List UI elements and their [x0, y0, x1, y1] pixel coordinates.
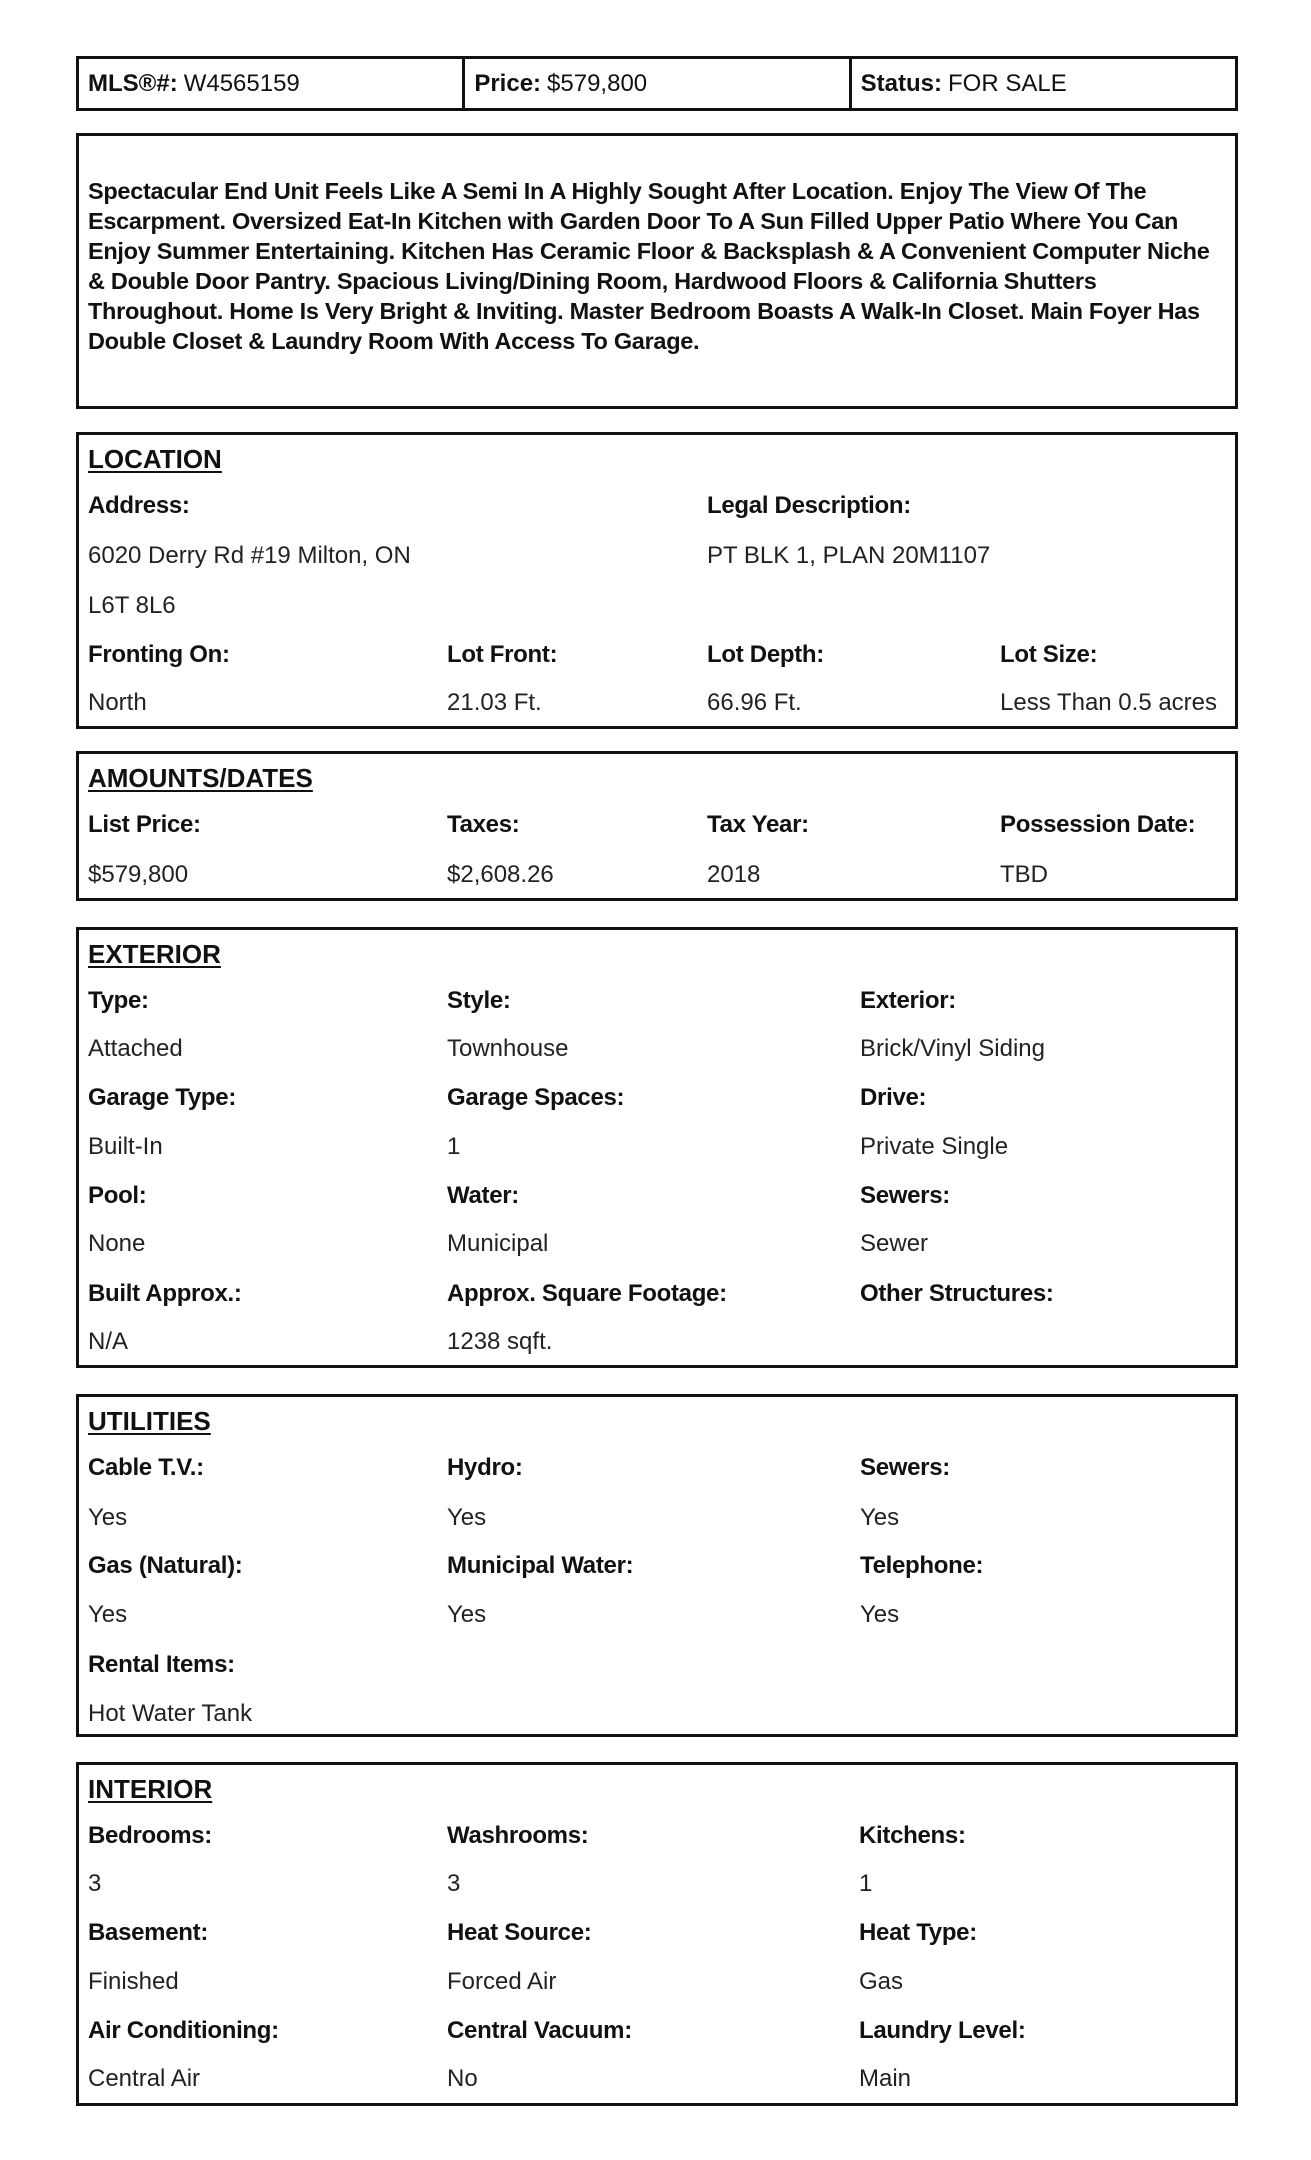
mls-cell: [79, 59, 465, 108]
exterior-title: EXTERIOR: [88, 939, 221, 969]
telephone-label: Telephone:: [860, 1552, 984, 1579]
status-cell: [852, 59, 1235, 108]
kitchens-value: 1: [859, 1870, 873, 1897]
tax-year-value: 2018: [707, 861, 761, 888]
pool-label: Pool:: [88, 1182, 147, 1209]
util-sewers-value: Yes: [860, 1504, 900, 1531]
drive-value: Private Single: [860, 1133, 1009, 1160]
washrooms-label: Washrooms:: [447, 1822, 589, 1849]
type-label: Type:: [88, 987, 149, 1014]
lotdepth-label: Lot Depth:: [707, 641, 824, 668]
ac-label: Air Conditioning:: [88, 2017, 279, 2044]
basement-label: Basement:: [88, 1919, 209, 1946]
cable-value: Yes: [88, 1504, 128, 1531]
interior-section: [76, 1762, 1238, 2106]
address-line2: L6T 8L6: [88, 592, 176, 619]
built-value: N/A: [88, 1328, 129, 1355]
price-label: Price:: [474, 69, 542, 97]
sqft-value: 1238 sqft.: [447, 1328, 553, 1355]
heat-type-label: Heat Type:: [859, 1919, 977, 1946]
legal-value: PT BLK 1, PLAN 20M1107: [707, 542, 991, 569]
location-section: [76, 432, 1238, 729]
exterior-value: Brick/Vinyl Siding: [860, 1035, 1045, 1062]
central-vacuum-value: No: [447, 2065, 478, 2092]
ac-value: Central Air: [88, 2065, 201, 2092]
water-label: Water:: [447, 1182, 519, 1209]
rental-items-label: Rental Items:: [88, 1651, 235, 1678]
interior-title: INTERIOR: [88, 1774, 213, 1804]
central-vacuum-label: Central Vacuum:: [447, 2017, 632, 2044]
utilities-title: UTILITIES: [88, 1406, 211, 1436]
garage-spaces-value: 1: [447, 1133, 461, 1160]
telephone-value: Yes: [860, 1601, 900, 1628]
garage-type-value: Built-In: [88, 1133, 163, 1160]
laundry-level-label: Laundry Level:: [859, 2017, 1026, 2044]
heat-source-value: Forced Air: [447, 1968, 557, 1995]
address-line1: 6020 Derry Rd #19 Milton, ON: [88, 542, 411, 569]
sewers-label: Sewers:: [860, 1182, 950, 1209]
remarks-box: [76, 133, 1238, 409]
garage-spaces-label: Garage Spaces:: [447, 1084, 625, 1111]
util-sewers-label: Sewers:: [860, 1454, 950, 1481]
price-value: $579,800: [547, 69, 648, 97]
municipal-water-value: Yes: [447, 1601, 487, 1628]
possession-label: Possession Date:: [1000, 811, 1196, 838]
utilities-section: [76, 1394, 1238, 1737]
hydro-value: Yes: [447, 1504, 487, 1531]
legal-label: Legal Description:: [707, 492, 911, 519]
rental-items-value: Hot Water Tank: [88, 1700, 253, 1727]
sewers-value: Sewer: [860, 1230, 929, 1257]
cable-label: Cable T.V.:: [88, 1454, 204, 1481]
exterior-label: Exterior:: [860, 987, 956, 1014]
bedrooms-label: Bedrooms:: [88, 1822, 212, 1849]
heat-type-value: Gas: [859, 1968, 904, 1995]
listing-header: [76, 56, 1238, 111]
exterior-section: [76, 927, 1238, 1368]
lotsize-value: Less Than 0.5 acres: [1000, 689, 1218, 716]
style-label: Style:: [447, 987, 511, 1014]
garage-type-label: Garage Type:: [88, 1084, 237, 1111]
gas-value: Yes: [88, 1601, 128, 1628]
list-price-label: List Price:: [88, 811, 201, 838]
type-value: Attached: [88, 1035, 183, 1062]
sqft-label: Approx. Square Footage:: [447, 1280, 727, 1307]
built-label: Built Approx.:: [88, 1280, 242, 1307]
remarks-text: Spectacular End Unit Feels Like A Semi In A Highly Sought After Location. Enjoy The View Of The Escarpment. Oversized Eat-In Kitchen with Garden Door To A Sun Filled Upper Patio Where You Can Enjoy Summer Entertaining. Kitchen Has Ceramic Floor & Backsplash & A Convenient Computer Niche & Double Door Pantry. Spacious Living/Dining Room, Hardwood Floors & California Shutters Throughout. Home Is Very Bright & Inviting. Master Bedroom Boasts A Walk-In Closet. Main Foyer Has Double Closet & Laundry Room With Access To Garage.: [88, 178, 1210, 354]
water-value: Municipal: [447, 1230, 549, 1257]
washrooms-value: 3: [447, 1870, 461, 1897]
lotfront-value: 21.03 Ft.: [447, 689, 542, 716]
possession-value: TBD: [1000, 861, 1048, 888]
lotfront-label: Lot Front:: [447, 641, 558, 668]
price-cell: [465, 59, 851, 108]
drive-label: Drive:: [860, 1084, 927, 1111]
kitchens-label: Kitchens:: [859, 1822, 966, 1849]
taxes-value: $2,608.26: [447, 861, 554, 888]
pool-value: None: [88, 1230, 146, 1257]
location-title: LOCATION: [88, 444, 222, 474]
mls-value: W4565159: [183, 69, 300, 97]
tax-year-label: Tax Year:: [707, 811, 809, 838]
list-price-value: $579,800: [88, 861, 189, 888]
lotsize-label: Lot Size:: [1000, 641, 1098, 668]
fronting-value: North: [88, 689, 147, 716]
taxes-label: Taxes:: [447, 811, 520, 838]
gas-label: Gas (Natural):: [88, 1552, 243, 1579]
amounts-title: AMOUNTS/DATES: [88, 763, 313, 793]
heat-source-label: Heat Source:: [447, 1919, 592, 1946]
laundry-level-value: Main: [859, 2065, 912, 2092]
fronting-label: Fronting On:: [88, 641, 230, 668]
basement-value: Finished: [88, 1968, 179, 1995]
other-structures-label: Other Structures:: [860, 1280, 1054, 1307]
status-label: Status:: [860, 69, 942, 97]
bedrooms-value: 3: [88, 1870, 102, 1897]
municipal-water-label: Municipal Water:: [447, 1552, 634, 1579]
amounts-section: [76, 751, 1238, 901]
mls-label: MLS®#:: [88, 69, 178, 97]
status-value: FOR SALE: [948, 69, 1067, 97]
hydro-label: Hydro:: [447, 1454, 523, 1481]
lotdepth-value: 66.96 Ft.: [707, 689, 802, 716]
address-label: Address:: [88, 492, 190, 519]
style-value: Townhouse: [447, 1035, 569, 1062]
